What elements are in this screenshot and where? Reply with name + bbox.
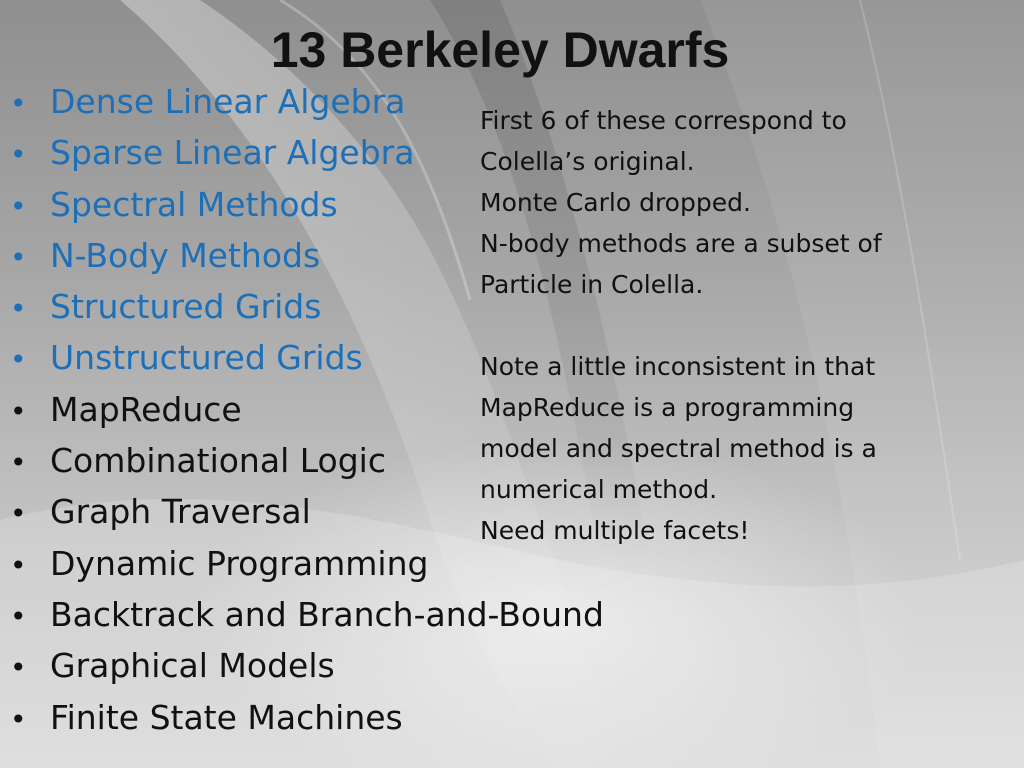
list-item-text: Spectral Methods [50, 184, 338, 224]
slide-title: 13 Berkeley Dwarfs [270, 22, 730, 78]
list-item-text: Backtrack and Branch-and-Bound [50, 594, 604, 634]
bullet-icon: • [10, 599, 27, 633]
note-line: numerical method. [480, 475, 718, 504]
list-item-text: Unstructured Grids [50, 338, 363, 378]
note-line: First 6 of these correspond to [480, 106, 847, 135]
bullet-icon: • [10, 240, 27, 274]
list-item-text: Graph Traversal [50, 492, 311, 532]
bullet-icon: • [10, 189, 27, 223]
note-line: model and spectral method is a [480, 434, 877, 463]
note-line: Particle in Colella. [480, 270, 704, 299]
note-line: Colella’s original. [480, 147, 695, 176]
bullet-icon: • [10, 702, 27, 736]
list-item-text: Sparse Linear Algebra [50, 133, 415, 173]
note-line: Monte Carlo dropped. [480, 188, 751, 217]
bullet-icon: • [10, 548, 27, 582]
list-item-text: Finite State Machines [50, 697, 403, 737]
list-item [10, 640, 604, 691]
note-line: MapReduce is a programming [480, 393, 855, 422]
list-item-text: Dynamic Programming [50, 543, 429, 583]
note-paragraph-gap [480, 305, 950, 346]
list-item-text: Combinational Logic [50, 441, 386, 481]
list-item-text: Graphical Models [50, 646, 335, 686]
note-line: Need multiple facets! [480, 516, 750, 545]
note-line: N-body methods are a subset of [480, 229, 882, 258]
list-item-text: Dense Linear Algebra [50, 82, 406, 121]
bullet-icon: • [10, 292, 27, 326]
bullet-icon: • [10, 446, 27, 480]
list-item-text: Structured Grids [50, 287, 322, 327]
bullet-icon: • [10, 87, 27, 120]
list-item [10, 692, 604, 743]
bullet-icon: • [10, 343, 27, 377]
note-line: Note a little inconsistent in that [480, 352, 876, 381]
bullet-icon: • [10, 138, 27, 172]
bullet-icon: • [10, 394, 27, 428]
side-note [480, 100, 950, 551]
bullet-icon: • [10, 651, 27, 685]
list-item-text: MapReduce [50, 389, 242, 429]
list-item-text: N-Body Methods [50, 235, 321, 275]
list-item [10, 589, 604, 640]
bullet-icon: • [10, 497, 27, 531]
